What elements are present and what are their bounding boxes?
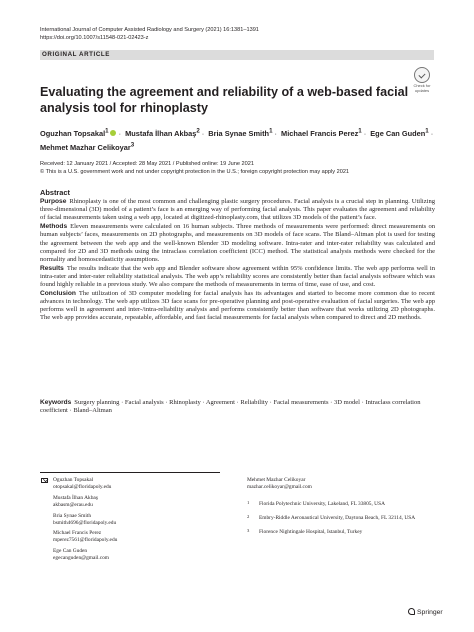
email-link[interactable]: mperez7561@floridapoly.edu [53,537,118,544]
check-for-updates-badge[interactable] [409,67,435,93]
publisher-logo [408,608,443,616]
abstract-heading: Abstract [40,188,70,197]
keywords-text: Surgery planning · Facial analysis · Rhinoplasty · Agreement · Reliability · Facial measurements · 3D model · Intraclass correlation coefficient · Bland–Altman [40,399,421,415]
author: Ege Can Guden$^1$ [370,128,429,139]
author: Mehmet Mazhar Celikoyar$^3$ [40,141,135,152]
copyright-notice: © This is a U.S. government work and not under copyright protection in the U.S.; foreign copyright protection may apply 2021 [40,168,350,175]
journal-header [40,27,259,42]
abstract-conclusion: Conclusion The utilization of 3D computer modeling for facial analysis has its advantages and started to become more common due to recent advances in technology. The web app utilizes 3D face scans for pre-operative planning and post-operative evaluation of facial surgeries. The web app performs well in agreement and inter-/intra-reliability analysis and performs consistently better than software that works utilizing 2D photographs. The web app provides accurate, repeatable, affordable, and fast facial measurements for facial analysis when compared to direct and 2D methods. [40,289,435,322]
author-contacts-right [247,477,447,543]
keywords [40,399,435,416]
author: Bria Synae Smith$^1$ [208,128,273,139]
check-updates-icon [414,67,430,83]
email-link[interactable]: akbasm@erau.edu [53,501,93,508]
contact-entry: Mehmet Mazhar Celikoyar mazhar.celikoyar@gmail.com [247,477,447,491]
affiliation: 1 Florida Polytechnic University, Lakeland, FL 33805, USA [247,499,385,507]
abstract-purpose: Purpose Rhinoplasty is one of the most common and challenging plastic surgery procedures. Facial analysis is a crucial step in planning. Utilizing three-dimensional (3D) model of a patient’s face is an emerging way of performing facial analysis. This paper evaluates the agreement and reliability of facial measurements taken using a web app, located at digitized-rhinoplasty.com, that utilizes 3D models of the patient’s face. [40,198,435,222]
email-link[interactable]: egecanguden@gmail.com [53,555,110,562]
journal-citation: International Journal of Computer Assisted Radiology and Surgery (2021) 16:1381–1391 [40,27,259,33]
author-contacts [40,477,225,566]
email-link[interactable]: bsmith4696@floridapoly.edu [53,519,117,526]
received-accepted-dates: Received: 12 January 2021 / Accepted: 28 May 2021 / Published online: 19 June 2021 [40,161,254,167]
paper-title: Evaluating the agreement and reliability of a web-based facial analysis tool for rhinoplasty [40,85,409,115]
email-link[interactable]: otopsakal@floridapoly.edu [53,483,112,490]
email-link[interactable]: mazhar.celikoyar@gmail.com [247,483,312,490]
contact-entry: Mustafa İlhan Akbaş akbasm@erau.edu [40,495,225,509]
publisher-name: Springer [417,609,443,616]
contact-entry: Ege Can Guden egecanguden@gmail.com [40,548,225,562]
keywords-label: Keywords [40,399,72,406]
abstract-body [40,198,435,323]
affiliation: 3 Florence Nightingale Hospital, Istanbul, Turkey [247,527,363,535]
affiliation: 2 Embry-Riddle Aeronautical University, Daytona Beach, FL 32114, USA [247,513,416,521]
author: Michael Francis Perez$^1$ [281,128,362,139]
contact-entry: Oguzhan Topsakal otopsakal@floridapoly.edu [40,477,225,491]
check-updates-text: Check for updates [413,83,431,93]
orcid-icon[interactable] [110,130,116,136]
envelope-icon [41,478,48,483]
springer-horse-icon [408,608,415,615]
contact-entry: Bria Synae Smith bsmith4696@floridapoly.edu [40,513,225,527]
author-list: Oguzhan Topsakal$^1$ · Mustafa İlhan Akbaş$^2$ · Bria Synae Smith$^1$ · Michael Francis Perez$^1$ · Ege Can Guden$^1$ · Mehmet Mazhar Celikoyar$^3$ [40,128,434,152]
author: Oguzhan Topsakal$^1$ [40,128,109,139]
doi-link[interactable]: https://doi.org/10.1007/s11548-021-02423-z [40,34,149,41]
abstract-results: Results The results indicate that the web app and Blender software show agreement within 95% confidence limits. The web app performs well in intra-rater and inter-rater reliability statistical analysis. The web app’s reliability scores are consistently better than facial analysis software which was found highly reliable in a previous study. We also compare the methods of measurements in terms of time, ease of use, and cost. [40,264,435,289]
article-type-label: ORIGINAL ARTICLE [42,51,111,58]
contact-entry: Michael Francis Perez mperez7561@floridapoly.edu [40,530,225,544]
author: Mustafa İlhan Akbaş$^2$ [125,128,200,139]
footnote-divider [40,472,220,473]
abstract-methods: Methods Eleven measurements were calculated on 16 human subjects. Three methods of measurements were performed: direct measurements on human subjects’ faces, measurements on 2D photographs, and measurements on 3D models of face scans. The Bland–Altman plot is used for testing the agreement between the web app and the well-known Blender 3D modeling software. Intra-rater and inter-rater reliability was calculated and compared for 2D and 3D methods using the intraclass correlation coefficient (ICC) method. The statistical analysis methods were checked for the normality and homoscedasticity assumptions. [40,223,435,263]
publication-dates [40,161,440,177]
